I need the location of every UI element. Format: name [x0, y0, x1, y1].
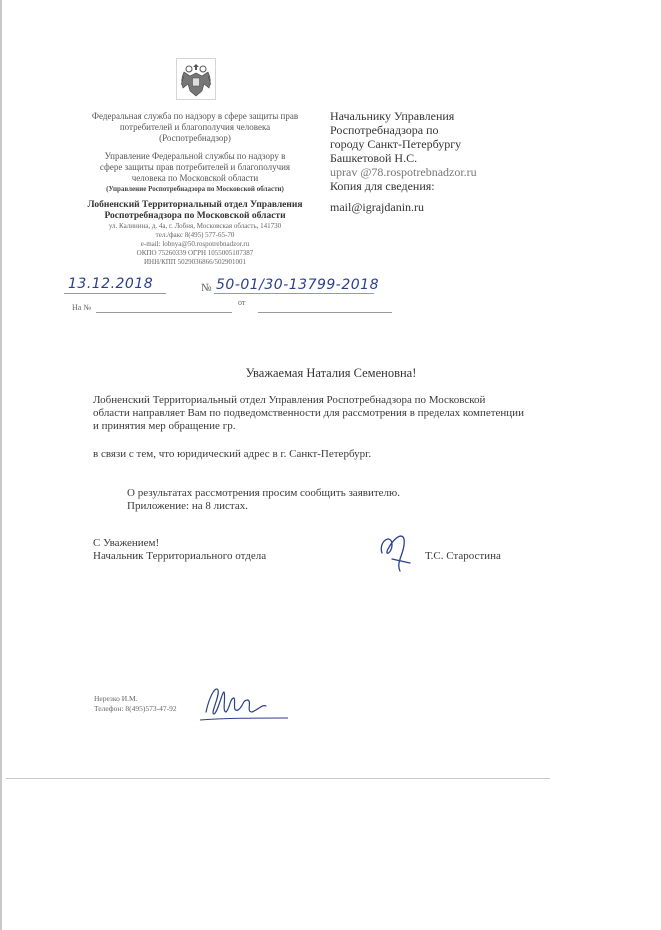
salutation: Уважаемая Наталия Семеновна! [245, 366, 417, 380]
office-phone-line: тел./факс 8(495) 577-65-70 [155, 231, 235, 239]
recipient-line: Роспотребнадзора по [330, 123, 439, 137]
office-email-line: e-mail: lobnya@50.rospotrebnadzor.ru [140, 240, 250, 248]
executor-signature-image [196, 678, 292, 730]
recipient-line: городу Санкт-Петербургу [330, 137, 462, 151]
office-address-line: ул. Калинина, д. 4а, г. Лобня, Московская область, 141730 [108, 222, 282, 230]
recipient-line: Начальнику Управления [330, 109, 455, 123]
copy-email: mail@igrajdanin.ru [330, 200, 425, 214]
registration-date: 13.12.2018 [68, 276, 154, 292]
reply-number-line [96, 312, 232, 313]
signature-block [93, 537, 266, 563]
signatory-position: Начальник Территориального отдела [93, 550, 267, 562]
registration-number: 50-01/30-13799-2018 [216, 277, 379, 293]
coat-of-arms-icon [176, 58, 216, 100]
office-name-line: Лобненский Территориальный отдел Управления [87, 200, 303, 210]
reply-date-line [258, 312, 392, 313]
executor-name: Нерезко И.М. [94, 694, 138, 703]
agency-header [70, 111, 320, 144]
office-okpo-line: ОКПО 75260339 ОГРН 1055005107387 [136, 249, 254, 257]
number-label: № [201, 282, 212, 294]
signatory-name: Т.С. Старостина [425, 550, 501, 562]
recipient-email: uprav @78.rospotrebnadzor.ru [330, 165, 477, 179]
regards-text: С Уважением! [93, 537, 160, 549]
paragraph-line: Лобненский Территориальный отдел Управления Роспотребнадзора по Московской [93, 394, 486, 406]
number-underline [214, 293, 374, 294]
department-short-name: (Управление Роспотребнадзора по Московской области) [106, 185, 284, 193]
recipient-name: Башкетовой Н.С. [330, 151, 418, 165]
department-line: сфере защиты прав потребителей и благополучия [99, 162, 291, 172]
executor-block [94, 694, 177, 714]
department-line: человека по Московской области [131, 173, 259, 183]
agency-line: Федеральная служба по надзору в сфере защиты прав [91, 111, 299, 121]
paragraph-line: и принятия мер обращение гр. [93, 420, 236, 432]
agency-line: (Роспотребнадзор) [159, 133, 231, 143]
office-header [70, 200, 320, 267]
department-header [70, 151, 320, 195]
paragraph-line: области направляет Вам по подведомственности для рассмотрения в пределах компетенции [93, 407, 524, 419]
reply-date-label: от [238, 298, 246, 307]
office-name-line: Роспотребнадзора по Московской области [104, 211, 286, 221]
scan-edge-left [0, 0, 2, 930]
agency-line: потребителей и благополучия человека [119, 122, 271, 132]
reply-to-label: На № [72, 303, 91, 312]
letter-paragraph-2: в связи с тем, что юридический адрес в г. Санкт-Петербург. [93, 448, 372, 460]
office-inn-line: ИНН/КПП 5029036866/502901001 [143, 258, 247, 266]
copy-label: Копия для сведения: [330, 179, 435, 193]
signature-image [376, 523, 422, 573]
date-underline [64, 293, 166, 294]
letter-paragraph-3 [127, 487, 400, 513]
executor-phone: Телефон: 8(495)573-47-92 [94, 704, 177, 713]
paragraph-line: О результатах рассмотрения просим сообщить заявителю. [127, 487, 400, 499]
attachment-line: Приложение: на 8 листах. [127, 500, 248, 512]
department-line: Управление Федеральной службы по надзору в [104, 151, 286, 161]
page-bottom-rule [6, 778, 550, 779]
letter-paragraph-1 [93, 394, 524, 433]
